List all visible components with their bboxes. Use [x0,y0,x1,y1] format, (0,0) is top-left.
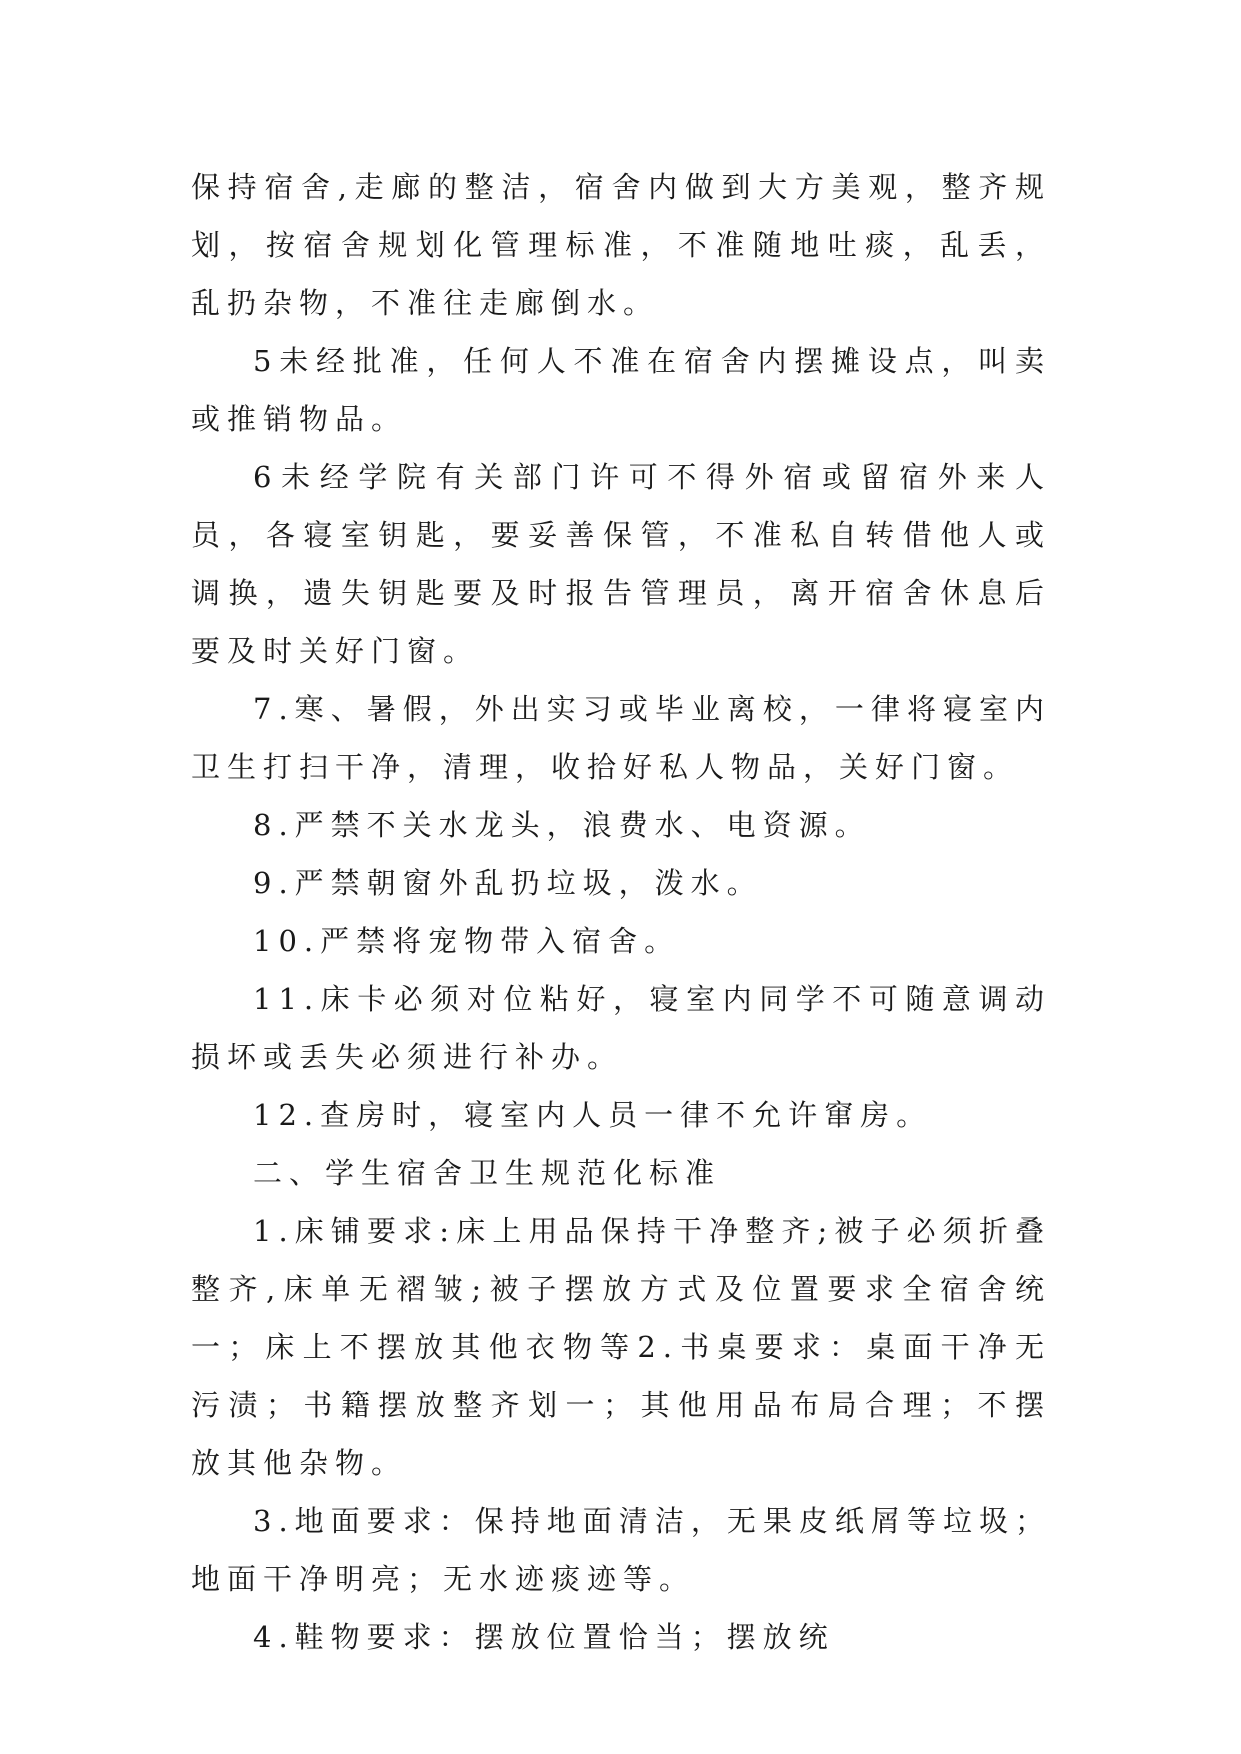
paragraph-rule-5: 5未经批准，任何人不准在宿舍内摆摊设点，叫卖或推销物品。 [191,344,1051,436]
paragraph-standard-4: 4.鞋物要求：摆放位置恰当；摆放统 [253,1620,835,1654]
paragraph-rule-10: 10.严禁将宠物带入宿舍。 [253,924,681,958]
paragraph-standard-1-2: 1.床铺要求:床上用品保持干净整齐;被子必须折叠整齐,床单无褶皱;被子摆放方式及位置要求全宿舍统一；床上不摆放其他衣物等2.书桌要求：桌面干净无污渍；书籍摆放整齐划一；其他用品布局合理；不摆放其他杂物。 [191,1214,1051,1480]
paragraph-rule-8: 8.严禁不关水龙头，浪费水、电资源。 [253,808,871,842]
paragraph-rule-6: 6未经学院有关部门许可不得外宿或留宿外来人员，各寝室钥匙，要妥善保管，不准私自转借他人或调换，遗失钥匙要及时报告管理员，离开宿舍休息后要及时关好门窗。 [191,460,1051,668]
paragraph-rule-12: 12.查房时，寝室内人员一律不允许窜房。 [253,1098,933,1132]
paragraph-rule-7: 7.寒、暑假，外出实习或毕业离校，一律将寝室内卫生打扫干净，清理，收拾好私人物品，关好门窗。 [191,692,1051,784]
section-heading-hygiene-standard: 二、学生宿舍卫生规范化标准 [253,1156,722,1190]
paragraph-standard-3: 3.地面要求：保持地面清洁，无果皮纸屑等垃圾；地面干净明亮；无水迹痰迹等。 [191,1504,1051,1596]
paragraph-rule-11: 11.床卡必须对位粘好，寝室内同学不可随意调动损坏或丢失必须进行补办。 [191,982,1051,1074]
paragraph-dorm-cleanliness: 保持宿舍,走廊的整洁，宿舍内做到大方美观，整齐规划，按宿舍规划化管理标准，不准随地吐痰，乱丢，乱扔杂物，不准往走廊倒水。 [191,170,1051,320]
document-body [191,158,1051,1666]
paragraph-rule-9: 9.严禁朝窗外乱扔垃圾，泼水。 [253,866,763,900]
